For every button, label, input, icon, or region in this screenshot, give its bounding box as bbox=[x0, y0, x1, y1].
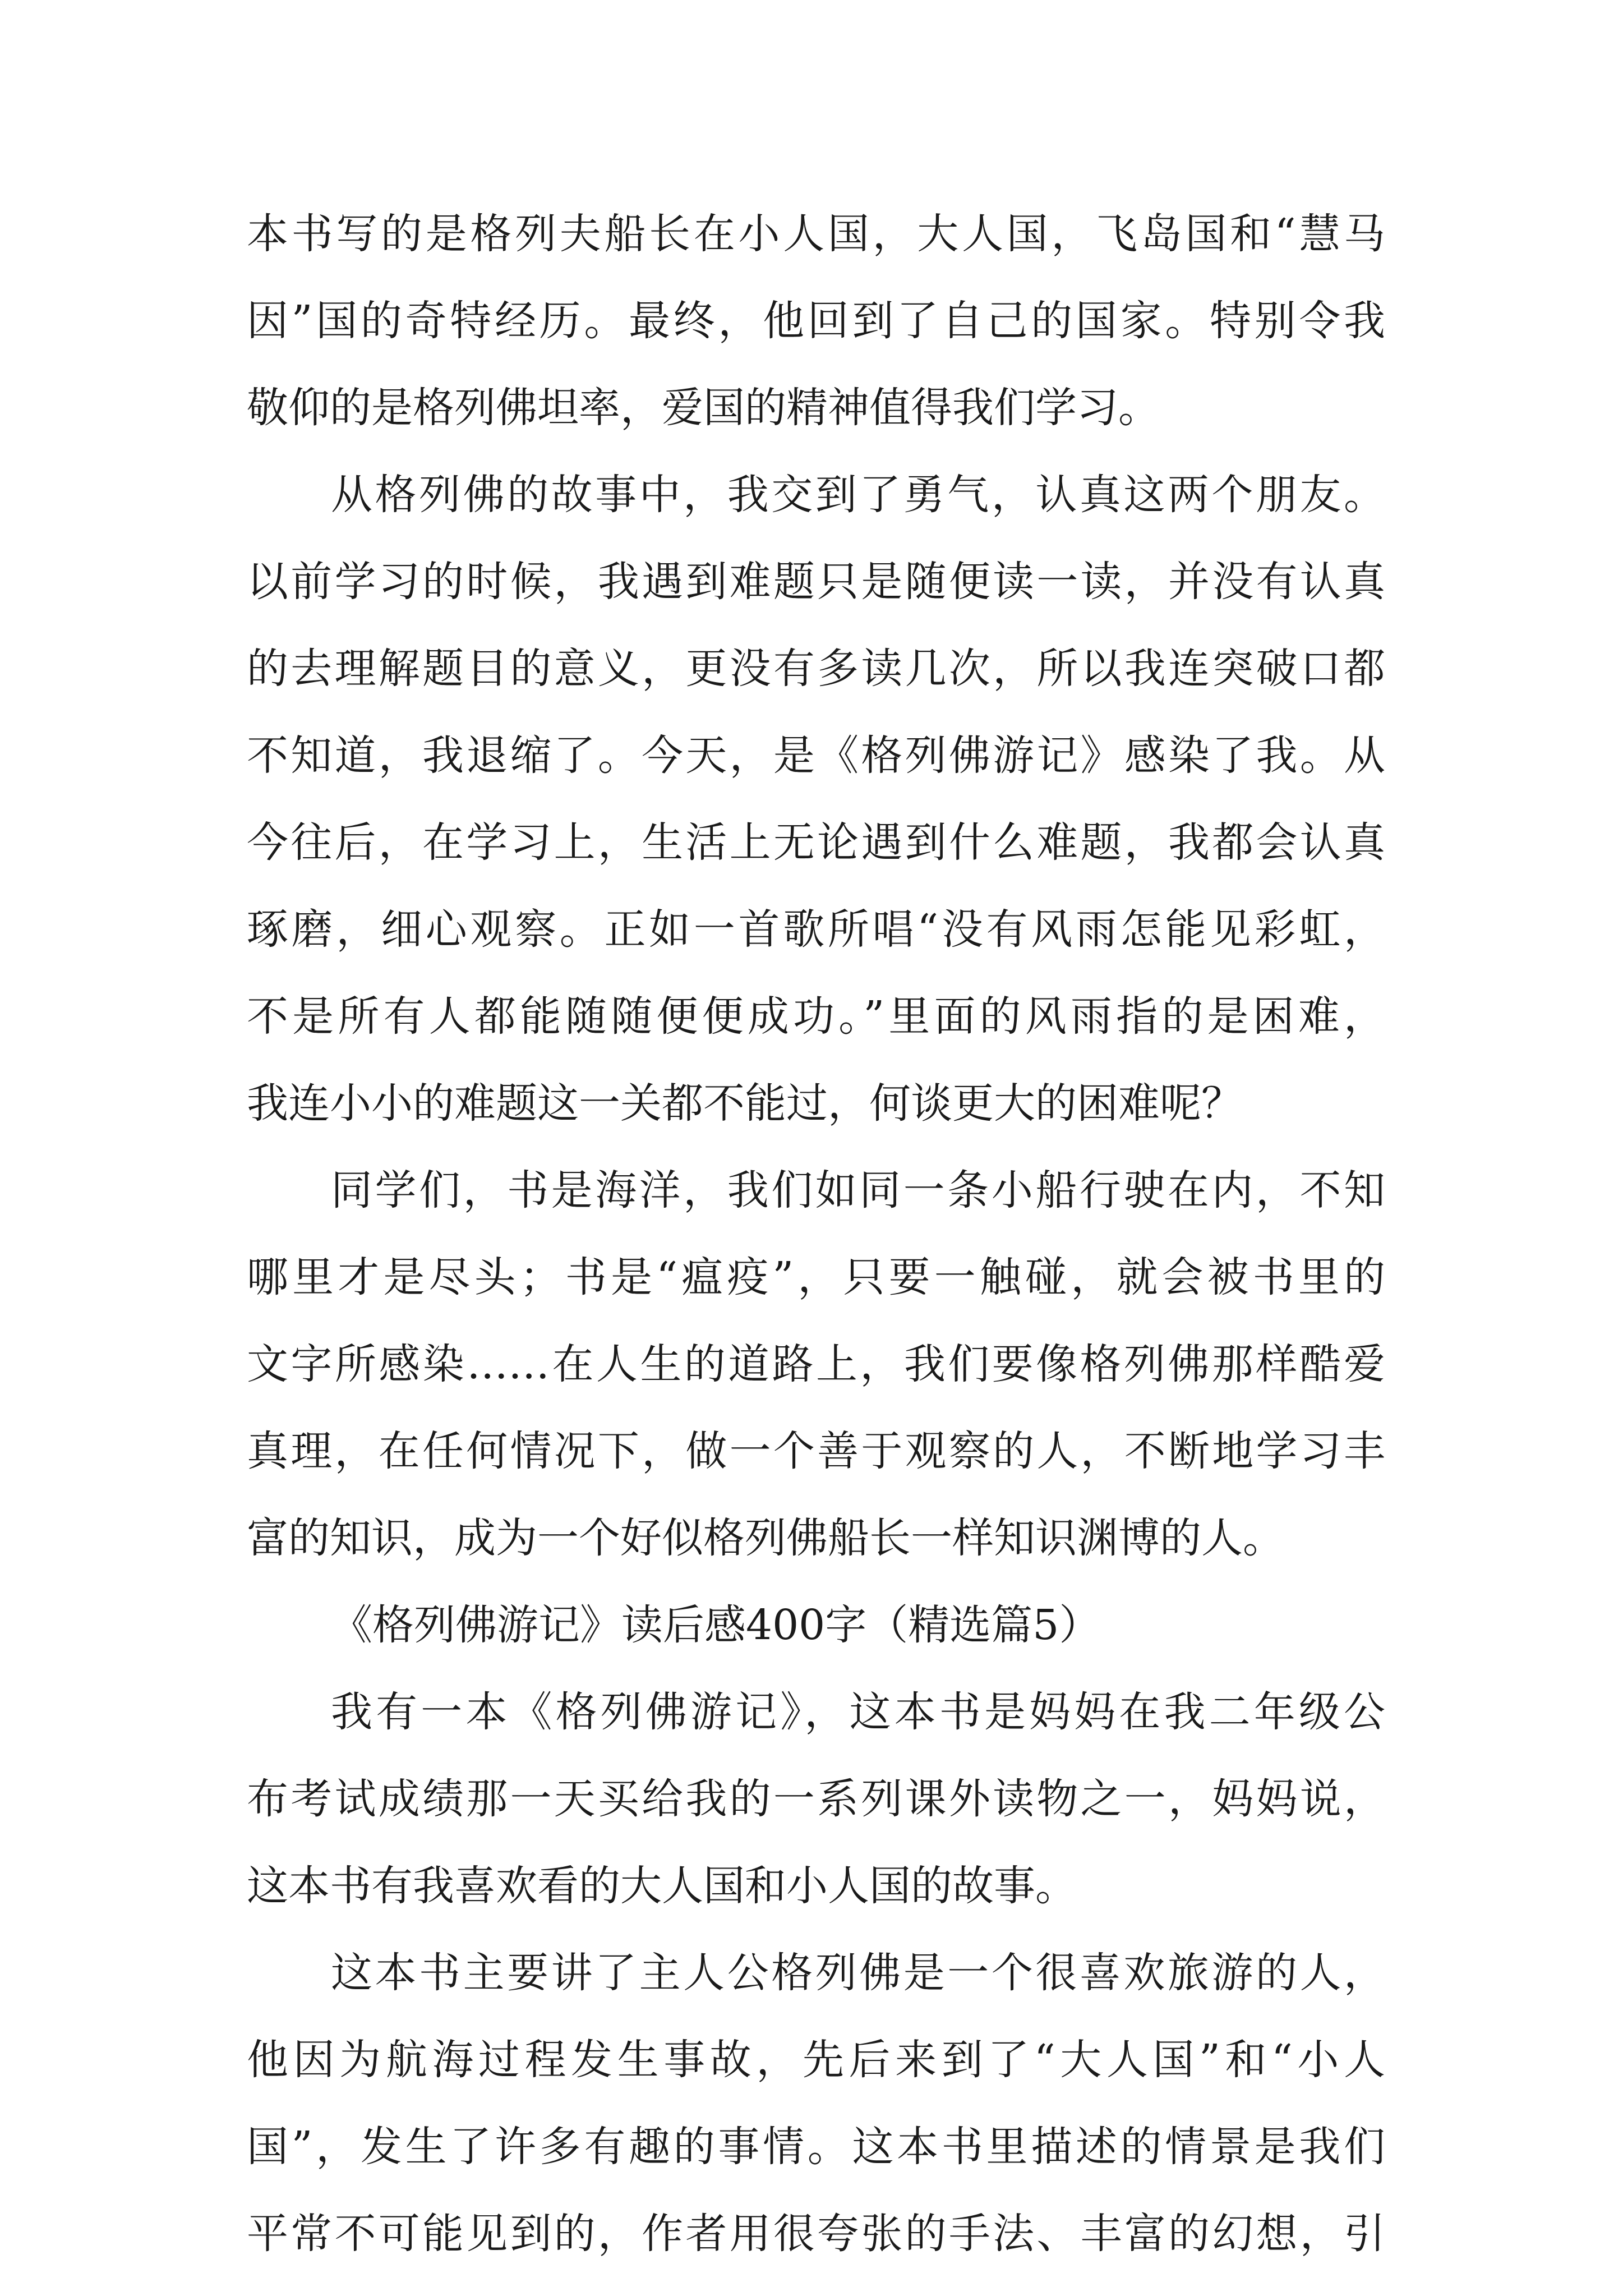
text-line: 今往后，在学习上，生活上无论遇到什么难题，我都会认真 bbox=[247, 818, 1385, 867]
text-line: 因”国的奇特经历。最终，他回到了自己的国家。特别令我 bbox=[247, 297, 1385, 345]
text-line: 国”，发生了许多有趣的事情。这本书里描述的情景是我们 bbox=[247, 2123, 1385, 2171]
text-line: 以前学习的时候，我遇到难题只是随便读一读，并没有认真 bbox=[247, 558, 1385, 606]
text-line: 真理，在任何情况下，做一个善于观察的人，不断地学习丰 bbox=[247, 1427, 1385, 1475]
article-body bbox=[247, 191, 1385, 2277]
text-line: 平常不可能见到的，作者用很夸张的手法、丰富的幻想，引 bbox=[247, 2210, 1385, 2258]
text-line: 本书写的是格列夫船长在小人国，大人国，飞岛国和“慧马 bbox=[247, 210, 1385, 258]
text-line: 不知道，我退缩了。今天，是《格列佛游记》感染了我。从 bbox=[247, 731, 1385, 780]
text-line: 敬仰的是格列佛坦率，爱国的精神值得我们学习。 bbox=[247, 384, 1160, 432]
text-line: 布考试成绩那一天买给我的一系列课外读物之一，妈妈说， bbox=[247, 1775, 1385, 1823]
text-line: 的去理解题目的意义，更没有多读几次，所以我连突破口都 bbox=[247, 645, 1385, 693]
text-line: 这本书有我喜欢看的大人国和小人国的故事。 bbox=[247, 1862, 1077, 1910]
text-line: 富的知识，成为一个好似格列佛船长一样知识渊博的人。 bbox=[247, 1514, 1284, 1562]
text-line: 这本书主要讲了主人公格列佛是一个很喜欢旅游的人， bbox=[331, 1949, 1385, 1997]
text-line: 同学们，书是海洋，我们如同一条小船行驶在内，不知 bbox=[331, 1166, 1385, 1214]
text-line: 琢磨，细心观察。正如一首歌所唱“没有风雨怎能见彩虹， bbox=[247, 905, 1385, 954]
text-line: 不是所有人都能随随便便成功。”里面的风雨指的是困难， bbox=[247, 992, 1385, 1041]
text-line: 文字所感染……在人生的道路上，我们要像格列佛那样酷爱 bbox=[247, 1340, 1385, 1388]
text-line: 我有一本《格列佛游记》，这本书是妈妈在我二年级公 bbox=[331, 1688, 1385, 1736]
text-line: 他因为航海过程发生事故，先后来到了“大人国”和“小人 bbox=[247, 2036, 1385, 2084]
text-line: 我连小小的难题这一关都不能过，何谈更大的困难呢？ bbox=[247, 1079, 1243, 1128]
section-heading: 《格列佛游记》读后感400字（精选篇5） bbox=[331, 1601, 1101, 1649]
text-line: 从格列佛的故事中，我交到了勇气，认真这两个朋友。 bbox=[331, 471, 1385, 519]
text-line: 哪里才是尽头；书是“瘟疫”，只要一触碰，就会被书里的 bbox=[247, 1253, 1385, 1301]
